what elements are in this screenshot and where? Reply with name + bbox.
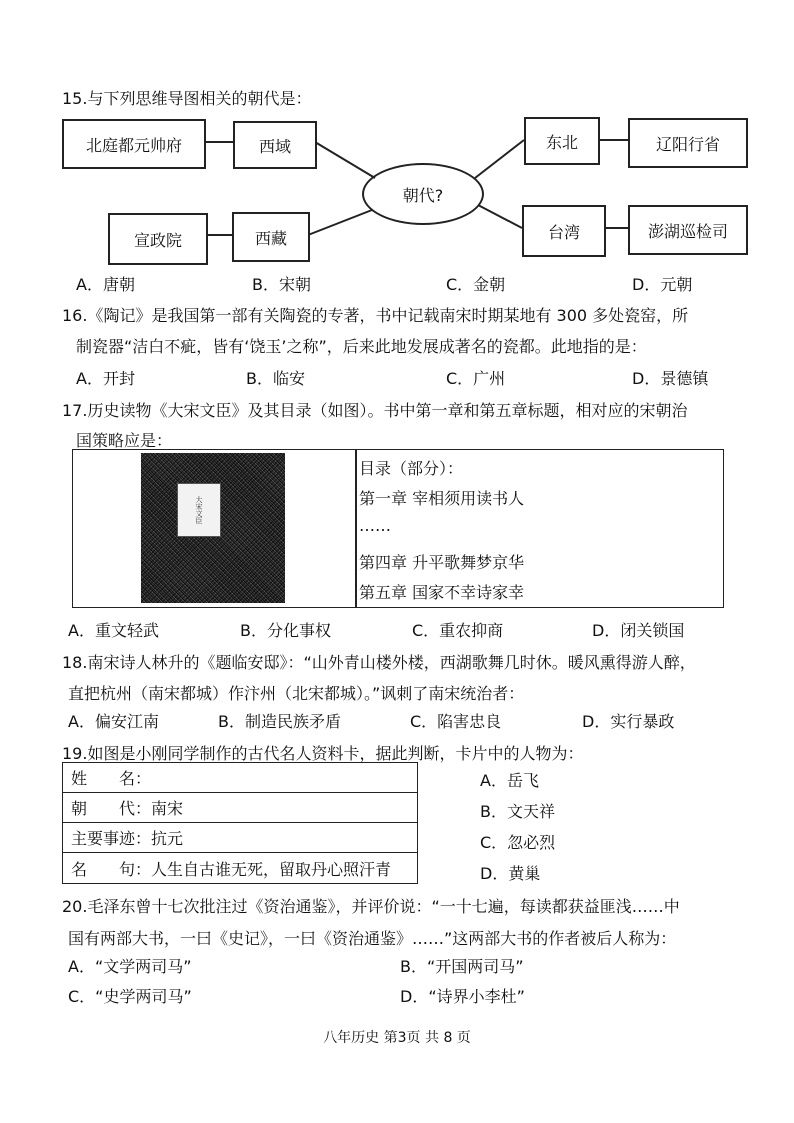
- q17-option-b[interactable]: B．分化事权: [240, 621, 331, 640]
- q16-option-c[interactable]: C．广州: [446, 369, 506, 388]
- toc-chapter-1: 第一章 宰相须用读书人: [359, 489, 525, 508]
- q20-line2: 国有两部大书，一曰《史记》，一曰《资治通鉴》……”这两部大书的作者被后人称为：: [68, 929, 677, 948]
- q15-option-b[interactable]: B．宋朝: [252, 275, 311, 294]
- q15-stem: 15.与下列思维导图相关的朝代是：: [62, 89, 312, 108]
- node-beiting: 北庭都元帅府: [62, 119, 206, 169]
- q19-option-a[interactable]: A．岳飞: [480, 771, 539, 790]
- q15-option-a[interactable]: A．唐朝: [76, 275, 135, 294]
- q18-option-a[interactable]: A．偏安江南: [68, 712, 159, 731]
- q16-option-d[interactable]: D．景德镇: [632, 369, 709, 388]
- q17-line2: 国策略应是：: [76, 431, 173, 450]
- q17-divider: [355, 450, 357, 607]
- node-liaoyang: 辽阳行省: [628, 118, 748, 168]
- card-row-dynasty: 朝 代：南宋: [63, 793, 417, 823]
- toc-title: 目录（部分）：: [359, 459, 464, 478]
- q16-option-a[interactable]: A．开封: [76, 369, 135, 388]
- q18-line2: 直把杭州（南宋都城）作汴州（北宋都城）。”讽刺了南宋统治者：: [68, 684, 525, 703]
- q17-option-d[interactable]: D．闭关锁国: [592, 621, 685, 640]
- q20-line1: 20.毛泽东曾十七次批注过《资治通鉴》，并评价说：“一十七遍，每读都获益匪浅……中: [62, 897, 680, 916]
- toc-chapter-5: 第五章 国家不幸诗家幸: [359, 583, 525, 602]
- node-xiyu: 西域: [233, 121, 317, 169]
- q20-option-d[interactable]: D．“诗界小李杜”: [400, 987, 525, 1006]
- node-penghu: 澎湖巡检司: [628, 205, 748, 255]
- q19-option-b[interactable]: B．文天祥: [480, 802, 555, 821]
- q17-option-a[interactable]: A．重文轻武: [68, 621, 159, 640]
- q18-option-b[interactable]: B．制造民族矛盾: [218, 712, 341, 731]
- q20-option-c[interactable]: C．“史学两司马”: [68, 987, 192, 1006]
- q18-line1: 18.南宋诗人林升的《题临安邸》：“山外青山楼外楼，西湖歌舞几时休。暖风熏得游人醉，: [62, 653, 696, 672]
- q17-option-c[interactable]: C．重农抑商: [412, 621, 504, 640]
- q20-option-b[interactable]: B．“开国两司马”: [400, 957, 524, 976]
- q18-option-c[interactable]: C．陷害忠良: [410, 712, 502, 731]
- q15-option-c[interactable]: C．金朝: [446, 275, 506, 294]
- node-xuanzheng: 宣政院: [108, 213, 208, 265]
- node-dongbei: 东北: [524, 117, 600, 165]
- card-row-quote: 名 句：人生自古谁无死，留取丹心照汗青: [63, 853, 417, 884]
- q19-option-c[interactable]: C．忽必烈: [480, 833, 556, 852]
- book-cover-image: [141, 453, 285, 603]
- q16-line1: 16.《陶记》是我国第一部有关陶瓷的专著，书中记载南宋时期某地有 300 多处瓷窑，所: [62, 306, 689, 325]
- q19-option-d[interactable]: D．黄巢: [480, 864, 541, 883]
- q18-option-d[interactable]: D．实行暴政: [582, 712, 675, 731]
- node-center: 朝代?: [362, 163, 484, 225]
- q19-stem: 19.如图是小刚同学制作的古代名人资料卡，据此判断，卡片中的人物为：: [62, 744, 584, 763]
- node-taiwan: 台湾: [522, 205, 606, 257]
- book-cover-label: 大宋文臣: [177, 483, 221, 537]
- toc-chapter-4: 第四章 升平歌舞梦京华: [359, 553, 525, 572]
- q16-line2: 制瓷器“洁白不疵，皆有‘饶玉’之称”，后来此地发展成著名的瓷都。此地指的是：: [76, 337, 647, 356]
- page-footer: 八年历史 第3页 共 8 页: [323, 1030, 471, 1046]
- q15-option-d[interactable]: D．元朝: [632, 275, 693, 294]
- card-row-deeds: 主要事迹：抗元: [63, 823, 417, 853]
- q17-figure-frame: [72, 449, 724, 608]
- toc-ellipsis: ……: [359, 516, 391, 535]
- node-xizang: 西藏: [232, 212, 310, 262]
- q16-option-b[interactable]: B．临安: [246, 369, 305, 388]
- q19-info-card: [62, 762, 418, 884]
- q17-line1: 17.历史读物《大宋文臣》及其目录（如图）。书中第一章和第五章标题，相对应的宋朝治: [62, 401, 688, 420]
- card-row-name: 姓 名：: [63, 763, 417, 793]
- q20-option-a[interactable]: A．“文学两司马”: [68, 957, 192, 976]
